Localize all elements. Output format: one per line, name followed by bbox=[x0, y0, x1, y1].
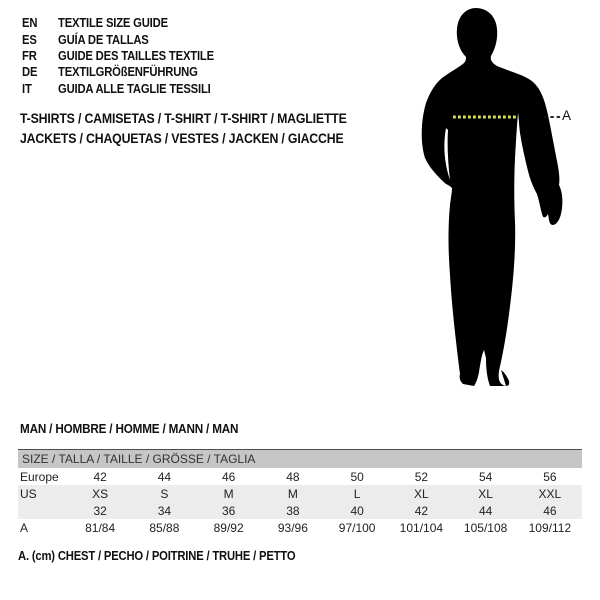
language-label: TEXTILGRÖßENFÜHRUNG bbox=[58, 65, 198, 80]
language-code: ES bbox=[22, 32, 37, 47]
language-row-fr bbox=[22, 48, 214, 64]
size-table-header: SIZE / TALLA / TAILLE / GRÖSSE / TAGLIA bbox=[18, 450, 582, 469]
language-label: GUÍA DE TALLAS bbox=[58, 32, 149, 47]
table-cell: 56 bbox=[543, 469, 557, 484]
table-row-us bbox=[18, 485, 582, 502]
row-label: US bbox=[18, 485, 68, 502]
table-cell: XS bbox=[68, 485, 132, 502]
language-row-it bbox=[22, 81, 214, 97]
language-row-en bbox=[22, 15, 214, 31]
size-table-header-row bbox=[18, 450, 582, 469]
language-label: TEXTILE SIZE GUIDE bbox=[58, 16, 168, 31]
table-cell: S bbox=[132, 485, 196, 502]
table-cell: 38 bbox=[261, 502, 325, 519]
table-cell: 54 bbox=[478, 469, 493, 484]
table-cell: 42 bbox=[389, 502, 453, 519]
table-cell: 105/108 bbox=[463, 520, 508, 535]
language-label: GUIDE DES TAILLES TEXTILE bbox=[58, 48, 214, 63]
measurement-footnote: A. (cm) CHEST / PECHO / POITRINE / TRUHE / PETTO bbox=[18, 549, 296, 563]
man-silhouette-shape bbox=[422, 8, 563, 386]
table-cell: 42 bbox=[93, 469, 107, 484]
table-cell: 36 bbox=[197, 502, 261, 519]
language-row-es bbox=[22, 31, 214, 47]
table-cell: XXL bbox=[518, 485, 582, 502]
size-table bbox=[18, 449, 582, 536]
table-cell: 50 bbox=[350, 469, 364, 484]
table-cell: 85/88 bbox=[149, 520, 180, 535]
table-cell: XL bbox=[389, 485, 453, 502]
category-line-tshirts: T-SHIRTS / CAMISETAS / T-SHIRT / T-SHIRT / MAGLIETTE bbox=[20, 110, 347, 126]
table-cell: 48 bbox=[286, 469, 300, 484]
row-label: Europe bbox=[20, 469, 59, 484]
table-row-europe bbox=[18, 468, 582, 485]
language-code: FR bbox=[22, 48, 37, 63]
garment-categories bbox=[20, 109, 347, 148]
row-label bbox=[18, 502, 68, 519]
table-cell: 109/112 bbox=[528, 520, 572, 535]
section-title-man: MAN / HOMBRE / HOMME / MANN / MAN bbox=[20, 421, 239, 436]
language-code: EN bbox=[22, 16, 38, 31]
table-cell: 97/100 bbox=[338, 520, 376, 535]
table-cell: 34 bbox=[132, 502, 196, 519]
table-cell: 93/96 bbox=[277, 520, 308, 535]
table-row-chest-cm bbox=[18, 519, 582, 536]
table-cell: M bbox=[261, 485, 325, 502]
row-label: A bbox=[20, 520, 29, 535]
table-cell: M bbox=[197, 485, 261, 502]
table-cell: 46 bbox=[518, 502, 582, 519]
table-row-us-numeric bbox=[18, 502, 582, 519]
table-cell: 46 bbox=[221, 469, 236, 484]
man-silhouette-figure bbox=[380, 0, 600, 420]
language-code: DE bbox=[22, 65, 38, 80]
table-cell: 32 bbox=[68, 502, 132, 519]
table-cell: 44 bbox=[454, 502, 518, 519]
language-row-de bbox=[22, 64, 214, 80]
measure-label-a: A bbox=[562, 108, 572, 123]
table-cell: XL bbox=[454, 485, 518, 502]
table-cell: 81/84 bbox=[85, 520, 116, 535]
table-cell: 101/104 bbox=[399, 520, 444, 535]
table-cell: 52 bbox=[414, 469, 429, 484]
category-line-jackets: JACKETS / CHAQUETAS / VESTES / JACKEN / GIACCHE bbox=[20, 129, 344, 146]
table-cell: L bbox=[325, 485, 389, 502]
language-list bbox=[22, 15, 235, 97]
table-cell: 44 bbox=[157, 469, 172, 484]
language-label: GUIDA ALLE TAGLIE TESSILI bbox=[58, 81, 211, 96]
table-cell: 89/92 bbox=[213, 520, 244, 535]
table-cell: 40 bbox=[325, 502, 389, 519]
language-code: IT bbox=[22, 81, 32, 96]
